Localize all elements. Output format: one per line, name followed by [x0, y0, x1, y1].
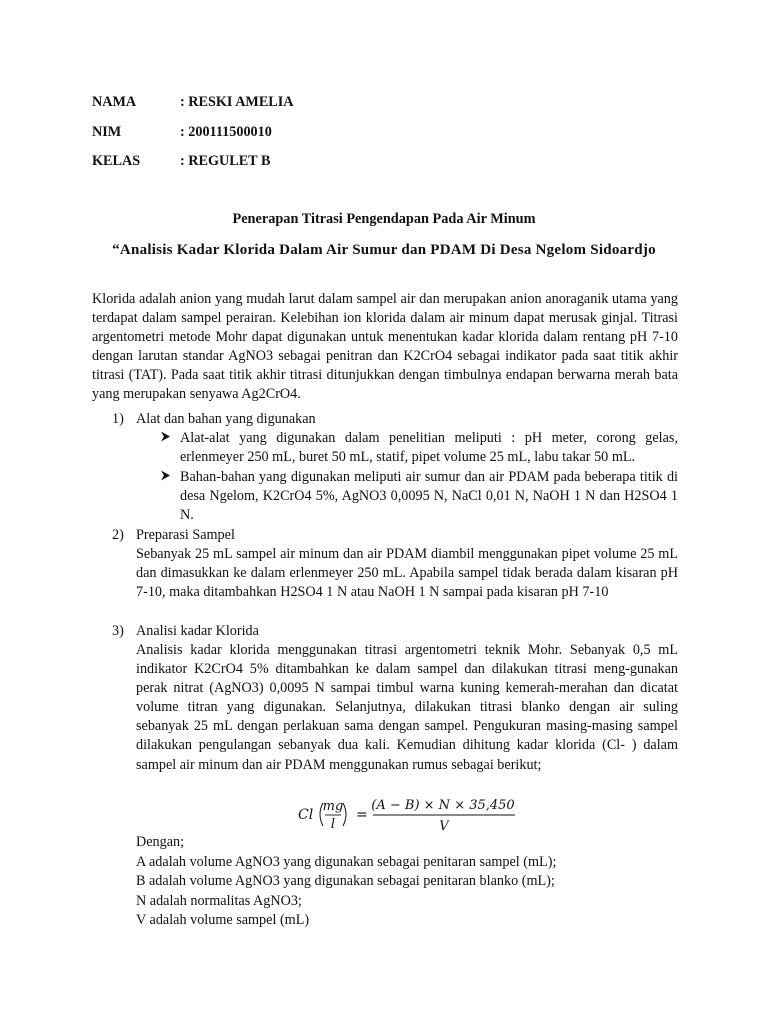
definition-line: A adalah volume AgNO3 yang digunakan sebagai penitaran sampel (mL); — [136, 853, 557, 870]
definition-line: Dengan; — [136, 834, 185, 850]
nim-label: NIM — [92, 124, 122, 140]
formula-unit-denominator: l — [330, 817, 336, 832]
chloride-formula — [296, 794, 536, 836]
section-2-heading: Preparasi Sampel — [136, 527, 235, 543]
definitions-list — [136, 833, 556, 931]
section-2-number: 2) — [112, 527, 124, 543]
name-row — [92, 94, 294, 111]
document-title: Penerapan Titrasi Pengendapan Pada Air Minum — [232, 211, 536, 227]
formula-equals: = — [356, 807, 368, 823]
formula-lhs-symbol: Cl — [298, 807, 314, 823]
section-3-body: Analisis kadar klorida menggunakan titrasi argentometri teknik Mohr. Sebanyak 0,5 mL indikator K2CrO4 5% ditambahkan ke dalam sampel dan dilakukan titrasi meng-gunakan perak nitrat (AgNO3) 0,0095 N sampai timbul warna kuning kemerah-merahan dan dicatat volume titran yang digunakan. Selanjutnya, dilakukan titrasi blanko dengan air suling sebanyak 25 mL dengan perlakuan sama dengan sampel. Pengukuran masing-masing sampel dilakukan pengulangan sebanyak dua kali. Kemudian dihitung kadar klorida (Cl- ) dalam sampel air minum dan air PDAM menggunakan rumus sebagai berikut; — [136, 642, 678, 773]
definition-line: V adalah volume sampel (mL) — [136, 912, 310, 929]
definition-line: B adalah volume AgNO3 yang digunakan sebagai penitaran blanko (mL); — [136, 873, 555, 890]
formula-unit-numerator: mg — [322, 799, 344, 814]
section-2-body: Sebanyak 25 mL sampel air minum dan air PDAM diambil menggunakan pipet volume 25 mL dan dimasukkan ke dalam erlenmeyer 250 mL. Apabila sampel tidak berada dalam kisaran pH 7-10, maka ditambahkan H2SO4 1 N atau NaOH 1 N sampai pada kisaran pH 7-10 — [136, 546, 678, 601]
name-label: NAMA — [92, 94, 137, 110]
definition-line: N adalah normalitas AgNO3; — [136, 892, 302, 909]
name-value: : RESKI AMELIA — [180, 94, 294, 110]
document-subtitle: “Analisis Kadar Klorida Dalam Air Sumur dan PDAM Di Desa Ngelom Sidoardjo — [112, 242, 656, 258]
section-1-bullet-2: Bahan-bahan yang digunakan meliputi air sumur dan air PDAM pada beberapa titik di desa Ngelom, K2CrO4 5%, AgNO3 0,0095 N, NaCl 0,01 N, NaOH 1 N dan H2SO4 1 N. — [180, 469, 678, 524]
section-3-heading: Analisi kadar Klorida — [136, 623, 259, 639]
formula-denominator: V — [439, 819, 449, 834]
section-3-number: 3) — [112, 623, 124, 639]
formula-numerator: (A − B) × N × 35,450 — [371, 798, 515, 813]
class-value: : REGULET B — [180, 153, 271, 169]
class-row — [92, 153, 270, 170]
class-label: KELAS — [92, 153, 141, 169]
nim-value: : 200111500010 — [180, 124, 272, 140]
arrowhead-bullet-icon — [160, 470, 171, 485]
intro-paragraph: Klorida adalah anion yang mudah larut dalam sampel air dan merupakan anion anoraganik utama yang terdapat dalam sampel perairan. Kelebihan ion klorida dalam air minum dapat merusak ginjal. Titrasi argentometri metode Mohr dapat digunakan untuk menentukan kadar klorida dalam rentang pH 7-10 dengan larutan standar AgNO3 sebagai penitran dan K2CrO4 sebagai indikator pada saat titik akhir titrasi (TAT). Pada saat titik akhir titrasi ditunjukkan dengan timbulnya endapan berwarna merah bata yang merupakan senyawa Ag2CrO4. — [92, 291, 678, 403]
section-1-heading: Alat dan bahan yang digunakan — [136, 411, 316, 427]
arrowhead-bullet-icon — [160, 431, 171, 446]
nim-row — [92, 124, 272, 141]
section-1-bullet-1: Alat-alat yang digunakan dalam penelitian meliputi : pH meter, corong gelas, erlenmeyer 250 mL, buret 50 mL, statif, pipet volume 25 mL, labu takar 50 mL. — [180, 430, 678, 466]
section-1-number: 1) — [112, 411, 124, 427]
